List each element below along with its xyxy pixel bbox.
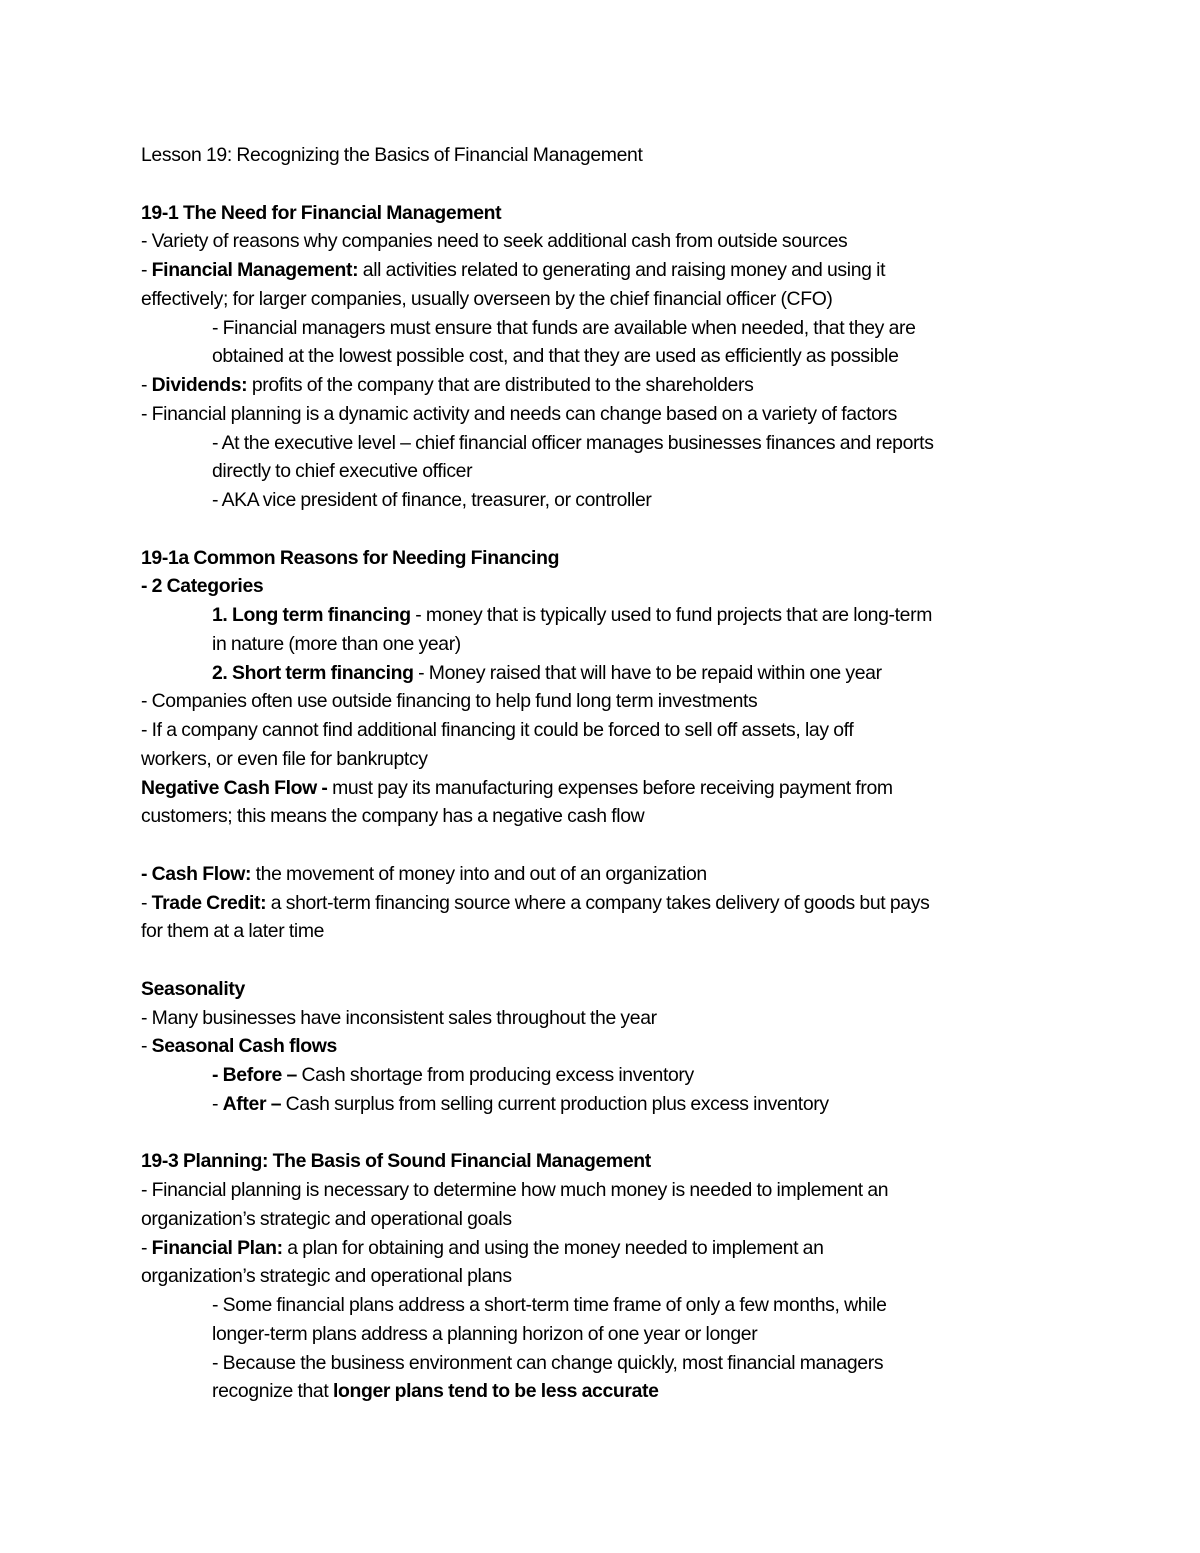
text-line: organization’s strategic and operational plans [141,1265,512,1288]
text-line-indented: 1. Long term financing - money that is typically used to fund projects that are long-term [212,604,933,626]
blank-line [141,831,1066,860]
text-line: - If a company cannot find additional financing it could be forced to sell off assets, lay off [141,719,854,741]
text-line-indented: - Before – Cash shortage from producing excess inventory [212,1064,694,1086]
blank-line [141,170,1066,199]
text-line: Negative Cash Flow - must pay its manufacturing expenses before receiving payment from [141,776,893,799]
text-line: - Financial Management: all activities related to generating and raising money and using it [141,259,886,281]
text-line: - Variety of reasons why companies need to seek additional cash from outside sources [141,230,848,253]
text-line: - Many businesses have inconsistent sales throughout the year [141,1006,657,1029]
document-body [141,141,1066,1406]
blank-line [141,946,1066,975]
text-line-indented: - Financial managers must ensure that funds are available when needed, that they are [212,316,916,339]
text-line-indented: recognize that longer plans tend to be less accurate [212,1380,659,1403]
text-line: effectively; for larger companies, usually overseen by the chief financial officer (CFO) [141,287,833,310]
text-line: organization’s strategic and operational goals [141,1207,512,1230]
text-line: - Financial Plan: a plan for obtaining and using the money needed to implement an [141,1236,824,1259]
blank-line [141,515,1066,544]
text-line: - Cash Flow: the movement of money into and out of an organization [141,862,707,885]
text-line-indented: 2. Short term financing - Money raised that will have to be repaid within one year [212,661,882,684]
text-line: for them at a later time [141,920,325,943]
text-line-indented: obtained at the lowest possible cost, and that they are used as efficiently as possible [212,345,899,368]
section-heading-19-1: 19-1 The Need for Financial Management [141,201,502,224]
section-heading-19-1a: 19-1a Common Reasons for Needing Financing [141,546,560,569]
page-title: Lesson 19: Recognizing the Basics of Financial Management [141,144,643,166]
text-line: - Companies often use outside financing to help fund long term investments [141,690,758,713]
text-line: - Trade Credit: a short-term financing source where a company takes delivery of goods but pays [141,891,930,914]
text-line-indented: - Some financial plans address a short-term time frame of only a few months, while [212,1294,887,1316]
section-heading-seasonality: Seasonality [141,977,245,1000]
text-line: workers, or even file for bankruptcy [141,747,428,770]
text-line-indented: - At the executive level – chief financial officer manages businesses finances and reports [212,431,934,454]
text-line-indented: - After – Cash surplus from selling current production plus excess inventory [212,1092,829,1115]
text-line: - Dividends: profits of the company that are distributed to the shareholders [141,374,754,396]
text-line-indented: directly to chief executive officer [212,460,473,483]
text-line: - Seasonal Cash flows [141,1035,337,1058]
text-line: - 2 Categories [141,575,264,598]
text-line: - Financial planning is a dynamic activity and needs can change based on a variety of factors [141,402,898,425]
text-line: - Financial planning is necessary to determine how much money is needed to implement an [141,1179,889,1201]
text-line-indented: - Because the business environment can change quickly, most financial managers [212,1351,884,1374]
text-line-indented: - AKA vice president of finance, treasurer, or controller [212,489,652,511]
blank-line [141,1119,1066,1148]
text-line-indented: in nature (more than one year) [212,632,461,655]
text-line: customers; this means the company has a negative cash flow [141,805,645,828]
section-heading-19-3: 19-3 Planning: The Basis of Sound Financial Management [141,1150,651,1173]
text-line-indented: longer-term plans address a planning horizon of one year or longer [212,1322,758,1345]
